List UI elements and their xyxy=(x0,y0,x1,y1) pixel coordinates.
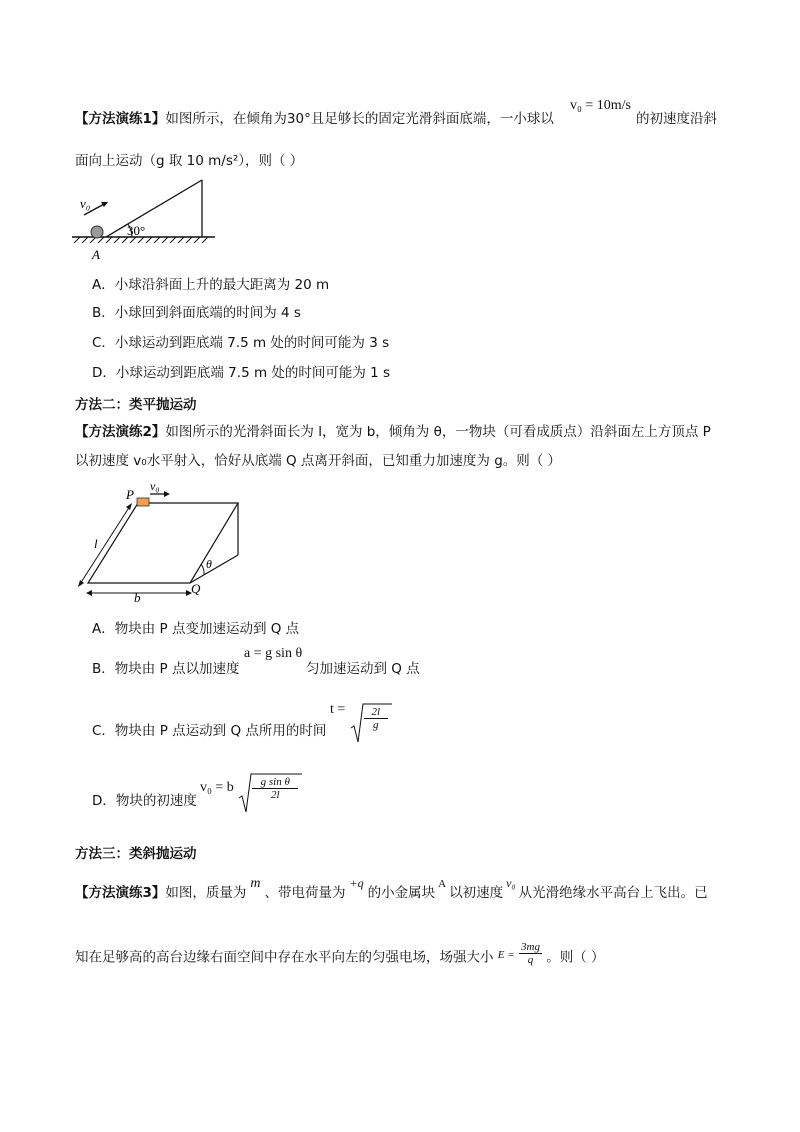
fig2-theta-label: θ xyxy=(206,557,212,571)
fig1-v0-label: v₀ xyxy=(80,196,91,211)
q3-text-c: 的小金属块 xyxy=(367,885,436,901)
q3-E-frac xyxy=(519,941,542,966)
q2-figure-plane xyxy=(70,478,250,603)
q2-prefix: 【方法演练2】 xyxy=(75,424,166,440)
q2-option-d-num: g sin θ xyxy=(252,776,298,789)
q3-E-num: 3mg xyxy=(521,941,540,953)
q3-text-b: 、带电荷量为 xyxy=(264,885,346,901)
q2-option-c-formula xyxy=(330,702,388,731)
q2-option-b-text2: 匀加速运动到 Q 点 xyxy=(306,661,420,677)
q2-option-c-den: g xyxy=(373,719,379,731)
fig2-b-label: b xyxy=(134,590,141,603)
q3-v0: v₀ xyxy=(506,876,516,890)
q3-A: A xyxy=(438,878,447,890)
fig2-P-label: P xyxy=(126,487,134,502)
section2-heading: 方法二：类平抛运动 xyxy=(75,397,197,413)
q3-E-den: q xyxy=(527,954,534,966)
q1-option-b: B．小球回到斜面底端的时间为 4 s xyxy=(92,305,301,321)
ball-icon xyxy=(91,226,103,238)
q2-line1 xyxy=(75,423,711,441)
q1-figure-incline xyxy=(70,175,220,265)
fig2-v0-label: v₀ xyxy=(150,479,160,493)
q1-text-a: 如图所示，在倾角为30°且足够长的固定光滑斜面底端，一小球以 xyxy=(165,111,554,127)
q1-option-d: D．小球运动到距底端 7.5 m 处的时间可能为 1 s xyxy=(92,365,391,381)
q2-option-c-lhs: t = xyxy=(330,702,346,717)
block-icon xyxy=(137,498,149,506)
q3-text-e: 从光滑绝缘水平高台上飞出。已 xyxy=(518,885,708,901)
q3-line2 xyxy=(75,941,605,970)
sqrt-icon xyxy=(349,702,388,731)
q2-option-d-den: 2l xyxy=(271,789,280,801)
q1-v0-formula: v₀ = 10m/s xyxy=(570,98,632,113)
section3-heading: 方法三：类斜抛运动 xyxy=(75,846,197,862)
q2-option-c-num: 2l xyxy=(364,706,388,719)
q1-option-c: C．小球运动到距底端 7.5 m 处的时间可能为 3 s xyxy=(92,335,390,351)
q2-text1: 如图所示的光滑斜面长为 l，宽为 b，倾角为 θ，一物块（可看成质点）沿斜面左上方顶点 P xyxy=(165,424,711,440)
q3-text-d: 以初速度 xyxy=(449,885,504,901)
q3-text-f: 知在足够高的高台边缘右面空间中存在水平向左的匀强电场，场强大小 xyxy=(75,949,494,966)
q2-line2: 以初速度 v₀水平射入，恰好从底端 Q 点离开斜面，已知重力加速度为 g。则（ ） xyxy=(75,453,562,469)
q2-option-b-text: B．物块由 P 点以加速度 xyxy=(92,661,240,677)
q2-option-c-text: C．物块由 P 点运动到 Q 点所用的时间 xyxy=(92,723,327,739)
q1-text-b: 的初速度沿斜 xyxy=(636,111,717,127)
q1-prefix: 【方法演练1】 xyxy=(75,111,166,127)
fig2-Q-label: Q xyxy=(191,581,201,596)
q2-option-d-formula xyxy=(200,772,298,801)
q2-option-d-text: D．物块的初速度 xyxy=(92,793,197,809)
q3-q: +q xyxy=(349,876,364,890)
fig1-angle-label: 30° xyxy=(127,223,146,238)
q1-line1 xyxy=(75,110,554,128)
q1-line2: 面向上运动（g 取 10 m/s²），则（ ） xyxy=(75,153,304,169)
fig1-A-label: A xyxy=(92,247,100,262)
q3-text-g: 。则（ ） xyxy=(546,949,605,966)
fig2-l-label: l xyxy=(94,536,98,551)
q3-line1 xyxy=(75,876,708,903)
q3-prefix: 【方法演练3】 xyxy=(75,885,166,901)
q1-option-a: A．小球沿斜面上升的最大距离为 20 m xyxy=(92,277,330,293)
q3-E-lhs: E = xyxy=(497,948,515,961)
q3-text-a: 如图，质量为 xyxy=(165,885,247,901)
q3-m: m xyxy=(250,876,261,891)
q2-option-a: A．物块由 P 点变加速运动到 Q 点 xyxy=(92,621,300,637)
sqrt-icon xyxy=(237,772,298,801)
q2-option-d-lhs: v₀ = b xyxy=(200,780,234,795)
q2-option-b-formula: a = g sin θ xyxy=(244,646,303,661)
